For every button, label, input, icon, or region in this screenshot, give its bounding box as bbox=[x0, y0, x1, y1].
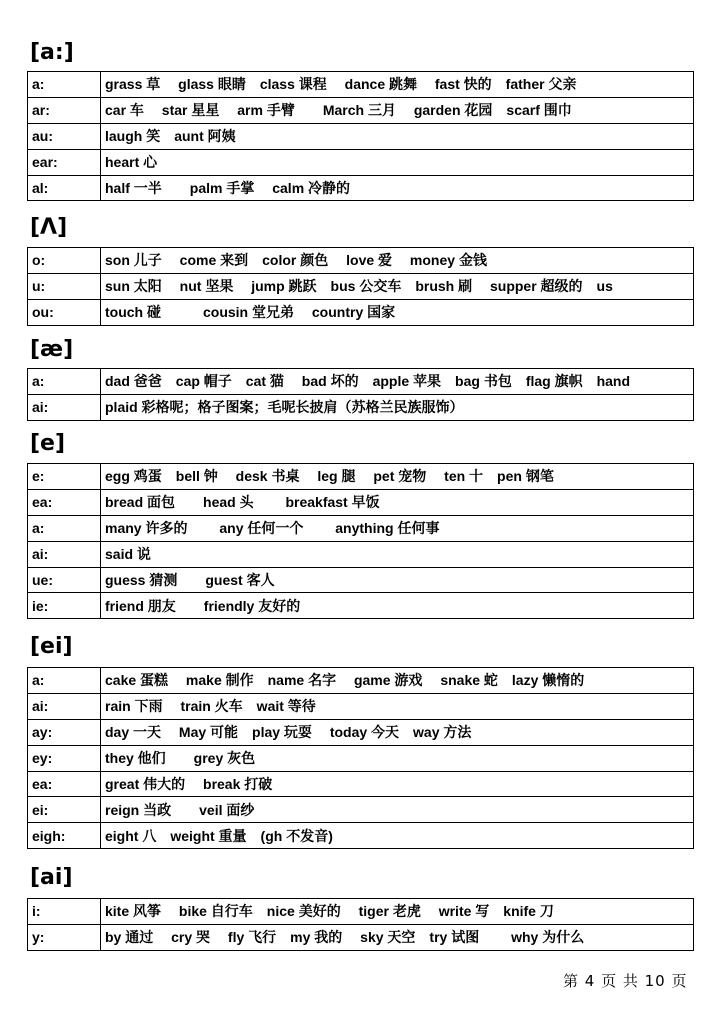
row-content: they 他们 grey 灰色 bbox=[101, 745, 694, 771]
row-label: au: bbox=[28, 123, 101, 149]
row-content: grass 草 glass 眼睛 class 课程 dance 跳舞 fast 快的 father 父亲 bbox=[101, 72, 694, 98]
phonics-table-wedge bbox=[27, 247, 694, 326]
row-content: reign 当政 veil 面纱 bbox=[101, 797, 694, 823]
row-content: car 车 star 星星 arm 手臂 March 三月 garden 花园 scarf 围巾 bbox=[101, 97, 694, 123]
row-label: a: bbox=[28, 515, 101, 541]
row-label: o: bbox=[28, 248, 101, 274]
table-row bbox=[28, 693, 694, 719]
table-row bbox=[28, 823, 694, 849]
row-label: ear: bbox=[28, 149, 101, 175]
table-row bbox=[28, 464, 694, 490]
row-label: ai: bbox=[28, 541, 101, 567]
section-heading-ai: [ai] bbox=[30, 865, 73, 890]
table-row bbox=[28, 248, 694, 274]
table-row bbox=[28, 567, 694, 593]
phonics-table-ash bbox=[27, 368, 694, 421]
row-label: al: bbox=[28, 175, 101, 201]
phonics-table-ei bbox=[27, 667, 694, 849]
row-label: a: bbox=[28, 72, 101, 98]
table-row bbox=[28, 394, 694, 420]
table-row bbox=[28, 369, 694, 395]
table-row bbox=[28, 745, 694, 771]
row-label: ou: bbox=[28, 299, 101, 325]
table-row bbox=[28, 123, 694, 149]
table-row bbox=[28, 489, 694, 515]
table-row bbox=[28, 299, 694, 325]
phonics-table-e bbox=[27, 463, 694, 619]
row-label: y: bbox=[28, 924, 101, 950]
row-content: rain 下雨 train 火车 wait 等待 bbox=[101, 693, 694, 719]
row-content: by 通过 cry 哭 fly 飞行 my 我的 sky 天空 try 试图 why 为什么 bbox=[101, 924, 694, 950]
row-content: laugh 笑 aunt 阿姨 bbox=[101, 123, 694, 149]
row-content: great 伟大的 break 打破 bbox=[101, 771, 694, 797]
row-content: cake 蛋糕 make 制作 name 名字 game 游戏 snake 蛇 lazy 懒惰的 bbox=[101, 668, 694, 694]
section-heading-e: [e] bbox=[30, 431, 66, 456]
section-heading-ash: [æ] bbox=[30, 337, 74, 362]
row-content: eight 八 weight 重量 (gh 不发音) bbox=[101, 823, 694, 849]
page-number-footer: 第 4 页 共 10 页 bbox=[563, 972, 688, 990]
section-heading-ei: [ei] bbox=[30, 634, 73, 659]
section-heading-a-long: [a:] bbox=[30, 40, 74, 65]
row-content: kite 风筝 bike 自行车 nice 美好的 tiger 老虎 write 写 knife 刀 bbox=[101, 899, 694, 925]
row-content: son 儿子 come 来到 color 颜色 love 爱 money 金钱 bbox=[101, 248, 694, 274]
row-label: i: bbox=[28, 899, 101, 925]
row-label: ai: bbox=[28, 693, 101, 719]
table-row bbox=[28, 175, 694, 201]
row-content: plaid 彩格呢；格子图案；毛呢长披肩（苏格兰民族服饰） bbox=[101, 394, 694, 420]
table-row bbox=[28, 72, 694, 98]
row-content: friend 朋友 friendly 友好的 bbox=[101, 593, 694, 619]
phonics-table-a-long bbox=[27, 71, 694, 201]
row-label: eigh: bbox=[28, 823, 101, 849]
row-label: ei: bbox=[28, 797, 101, 823]
table-row bbox=[28, 924, 694, 950]
row-label: ey: bbox=[28, 745, 101, 771]
row-content: said 说 bbox=[101, 541, 694, 567]
table-row bbox=[28, 719, 694, 745]
table-row bbox=[28, 899, 694, 925]
table-row bbox=[28, 593, 694, 619]
row-content: heart 心 bbox=[101, 149, 694, 175]
row-content: guess 猜测 guest 客人 bbox=[101, 567, 694, 593]
row-label: ai: bbox=[28, 394, 101, 420]
table-row bbox=[28, 273, 694, 299]
row-content: half 一半 palm 手掌 calm 冷静的 bbox=[101, 175, 694, 201]
row-label: ay: bbox=[28, 719, 101, 745]
row-label: ue: bbox=[28, 567, 101, 593]
row-label: ar: bbox=[28, 97, 101, 123]
row-label: e: bbox=[28, 464, 101, 490]
row-content: egg 鸡蛋 bell 钟 desk 书桌 leg 腿 pet 宠物 ten 十 pen 钢笔 bbox=[101, 464, 694, 490]
row-content: touch 碰 cousin 堂兄弟 country 国家 bbox=[101, 299, 694, 325]
row-label: ea: bbox=[28, 489, 101, 515]
table-row bbox=[28, 541, 694, 567]
row-label: a: bbox=[28, 369, 101, 395]
table-row bbox=[28, 97, 694, 123]
table-row bbox=[28, 771, 694, 797]
row-label: ea: bbox=[28, 771, 101, 797]
table-row bbox=[28, 668, 694, 694]
section-heading-wedge: [Λ] bbox=[30, 215, 68, 240]
row-content: dad 爸爸 cap 帽子 cat 猫 bad 坏的 apple 苹果 bag 书包 flag 旗帜 hand bbox=[101, 369, 694, 395]
table-row bbox=[28, 515, 694, 541]
row-content: bread 面包 head 头 breakfast 早饭 bbox=[101, 489, 694, 515]
row-label: a: bbox=[28, 668, 101, 694]
table-row bbox=[28, 797, 694, 823]
row-label: ie: bbox=[28, 593, 101, 619]
row-content: many 许多的 any 任何一个 anything 任何事 bbox=[101, 515, 694, 541]
row-content: sun 太阳 nut 坚果 jump 跳跃 bus 公交车 brush 刷 supper 超级的 us bbox=[101, 273, 694, 299]
phonics-table-ai bbox=[27, 898, 694, 951]
row-content: day 一天 May 可能 play 玩耍 today 今天 way 方法 bbox=[101, 719, 694, 745]
table-row bbox=[28, 149, 694, 175]
row-label: u: bbox=[28, 273, 101, 299]
